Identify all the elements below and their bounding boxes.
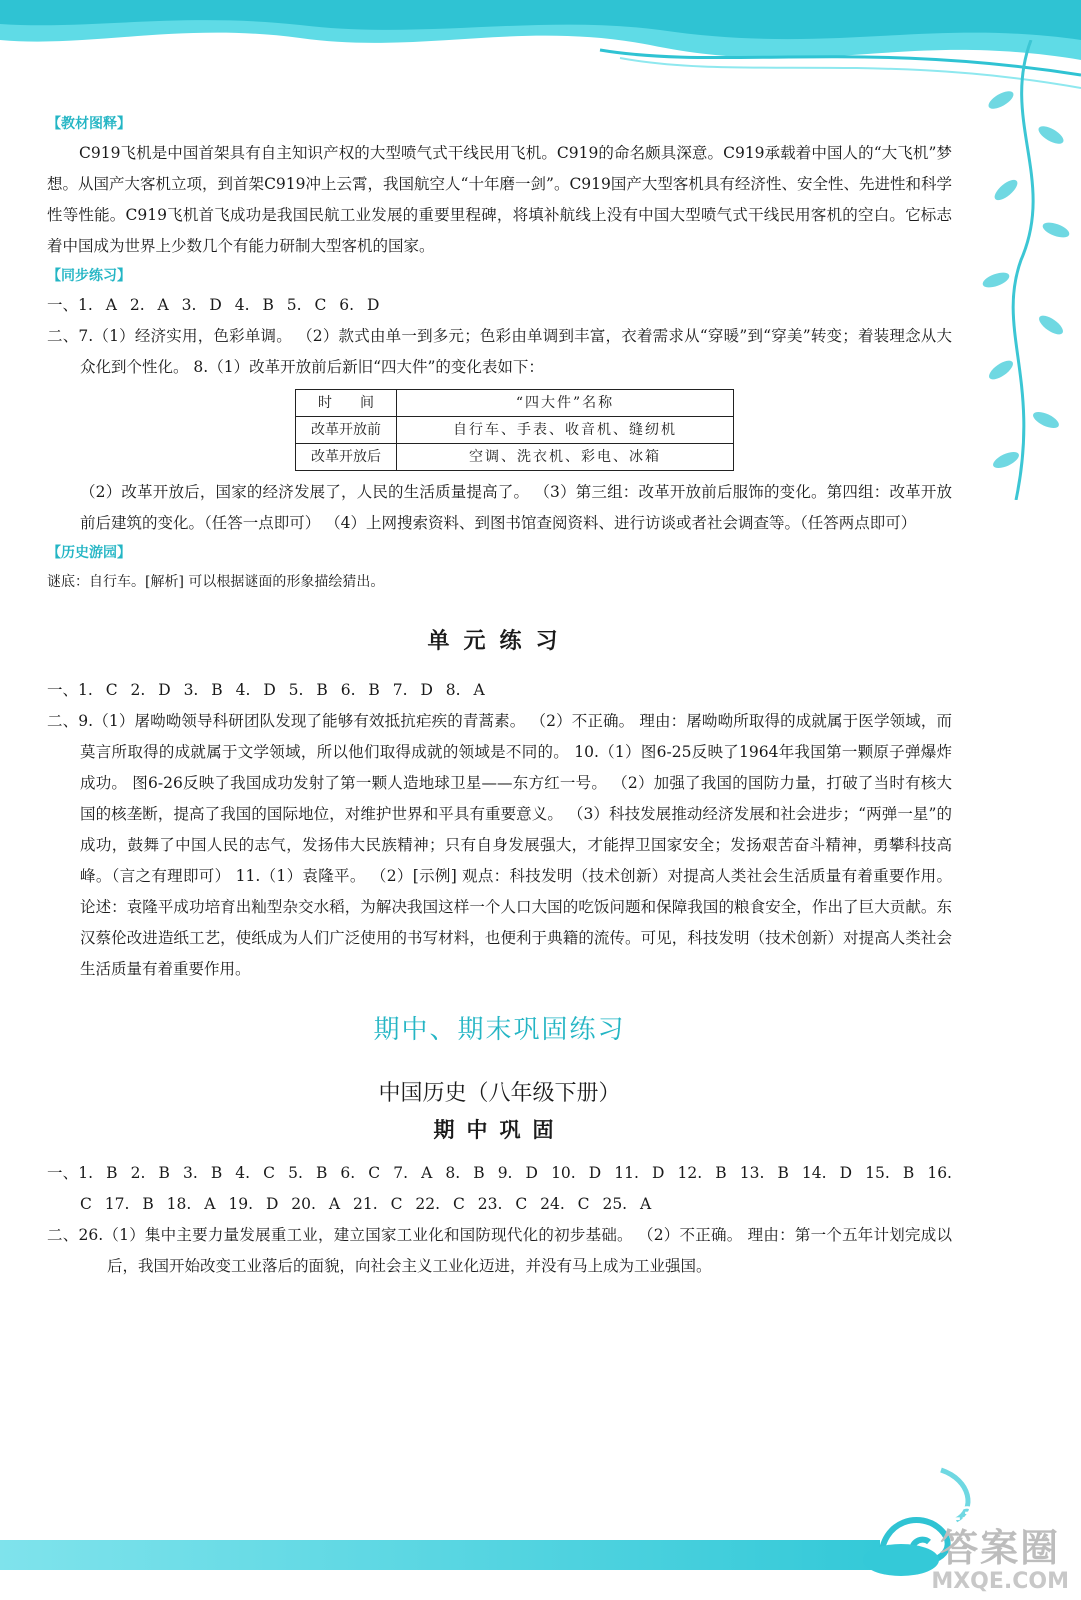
book-subtitle: 中国历史（八年级下册） (378, 1081, 621, 1106)
site-watermark (931, 1528, 1069, 1594)
table-cell: 改革开放前 (296, 417, 397, 444)
section-tag-jiaocai: 【教材图释】 (47, 116, 131, 132)
table-cell: 自行车、手表、收音机、缝纫机 (397, 417, 734, 444)
watermark-logo-text: 答案圈 (940, 1526, 1061, 1571)
table-header-cell: “四大件”名称 (397, 390, 734, 417)
page-number: 123 (935, 1503, 975, 1525)
table-cell: 空调、洗衣机、彩电、冰箱 (397, 444, 734, 471)
midterm-heading: 期中巩固 (433, 1118, 566, 1142)
table-header-cell: 时 间 (296, 390, 397, 417)
table-row (296, 390, 734, 417)
header-wave-decoration (0, 0, 1081, 95)
vine-decoration (961, 40, 1081, 500)
lishi-text: 谜底：自行车。[解析] 可以根据谜面的形象描绘猜出。 (47, 574, 385, 590)
unit-choice-answers: 一、1. C 2. D 3. B 4. D 5. B 6. B 7. D 8. A (47, 681, 485, 699)
tongbu-choice-answers: 一、1. A 2. A 3. D 4. B 5. C 6. D (47, 296, 380, 314)
midterm-short-answers: 二、26.（1）集中主要力量发展重工业，建立国家工业化和国防现代化的初步基础。 （2）不正确。 理由：第一个五年计划完成以后，我国开始改变工业落后的面貌，向社会主义工业化迈进，并没有马上成为工业强国。 (47, 1226, 952, 1275)
unit-short-answers: 二、9.（1）屠呦呦领导科研团队发现了能够有效抵抗疟疾的青蒿素。 （2）不正确。 理由：屠呦呦所取得的成就属于医学领域，而莫言所取得的成就属于文学领域，所以他们取得成就的领域是不同的。 10.（1）图6-25反映了1964年我国第一颗原子弹爆炸成功。 图6-26反映了我国成功发射了第一颗人造地球卫星——东方红一号。 （2）加强了我国的国防力量，打破了当时有核大国的核垄断，提高了我国的国际地位，对维护世界和平具有重要意义。 （3）科技发展推动经济发展和社会进步；“两弹一星”的成功，鼓舞了中国人民的志气，发扬伟大民族精神；只有自身发展强大，才能捍卫国家安全；发扬艰苦奋斗精神，勇攀科技高峰。（言之有理即可） 11.（1）袁隆平。 （2）[示例] 观点：科技发明（技术创新）对提高人类社会生活质量有着重要作用。 论述：袁隆平成功培育出籼型杂交水稻，为解决我国这样一个人口大国的吃饭问题和保障我国的粮食安全，作出了巨大贡献。东汉蔡伦改进造纸工艺，使纸成为人们广泛使用的书写材料，也便利于典籍的流传。可见，科技发明（技术创新）对提高人类社会生活质量有着重要作用。 (47, 712, 952, 978)
four-items-table (295, 389, 734, 471)
table-cell: 改革开放后 (296, 444, 397, 471)
midterm-choice-answers: 一、1. B 2. B 3. B 4. C 5. B 6. C 7. A 8. B 9. D 10. D 11. D 12. B 13. B 14. D 15. B 16. C 17. B 18. A 19. D 20. A 21. C 22. C 23. C 24. C 25. A (47, 1164, 952, 1213)
watermark-url: MXQE.COM (931, 1568, 1069, 1594)
midterm-final-heading: 期中、期末巩固练习 (373, 1015, 626, 1045)
footer-bar (0, 1540, 880, 1570)
tongbu-q8-rest: （2）改革开放后，国家的经济发展了，人民的生活质量提高了。 （3）第三组：改革开放前后服饰的变化。第四组：改革开放前后建筑的变化。（任答一点即可） （4）上网搜索资料、到图书馆查阅资料、进行访谈或者社会调查等。（任答两点即可） (80, 483, 952, 532)
table-row (296, 417, 734, 444)
table-row (296, 444, 734, 471)
tongbu-q7: 二、7.（1）经济实用，色彩单调。 （2）款式由单一到多元；色彩由单调到丰富，衣着需求从“穿暖”到“穿美”转变；着装理念从大众化到个性化。 8.（1）改革开放前后新旧“四大件”的变化表如下： (47, 327, 952, 376)
jiaocai-text: C919飞机是中国首架具有自主知识产权的大型喷气式干线民用飞机。C919的命名颇具深意。C919承载着中国人的“大飞机”梦想。从国产大客机立项，到首架C919冲上云霄，我国航空人“十年磨一剑”。C919国产大型客机具有经济性、安全性、先进性和科学性等性能。C919飞机首飞成功是我国民航工业发展的重要里程碑，将填补航线上没有中国大型喷气式干线民用客机的空白。它标志着中国成为世界上少数几个有能力研制大型客机的国家。 (47, 144, 952, 255)
unit-exercise-heading: 单元练习 (427, 629, 572, 654)
answer-content (47, 110, 952, 1282)
section-tag-tongbu: 【同步练习】 (47, 268, 131, 284)
section-tag-lishi: 【历史游园】 (47, 545, 131, 561)
